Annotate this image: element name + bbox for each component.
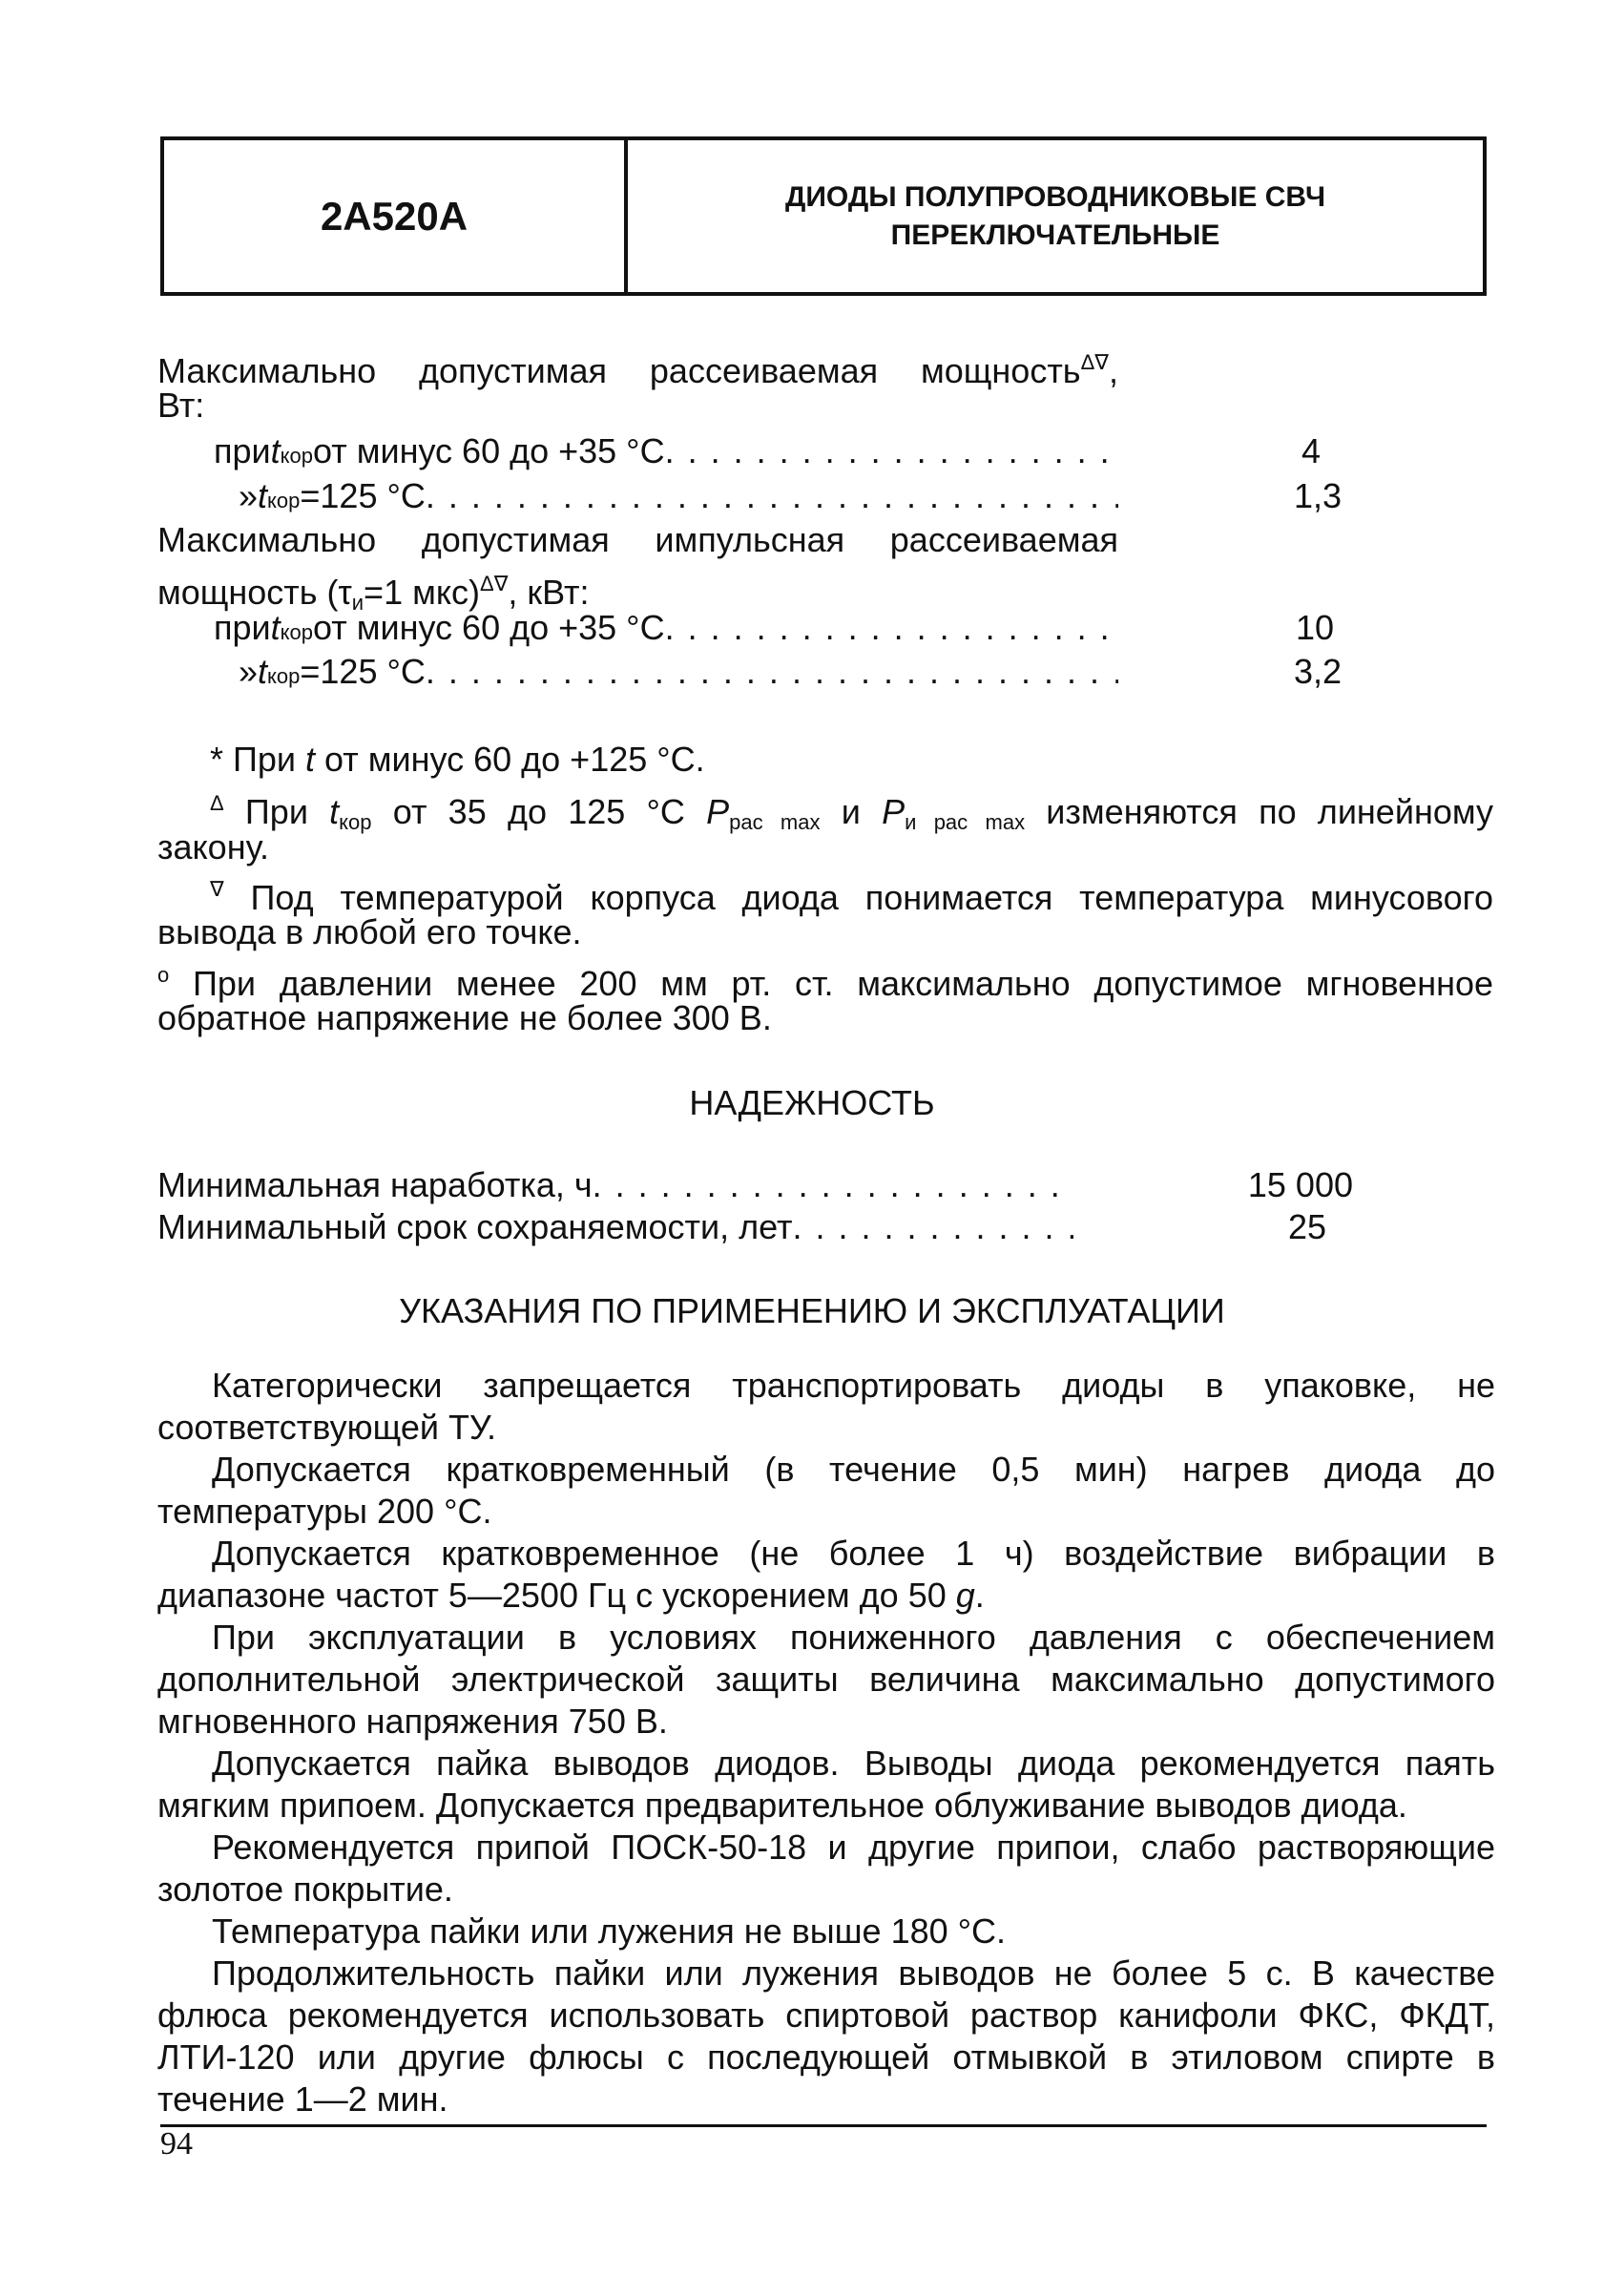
instr-p4-line2: дополнительной электрической защиты величина максимально допустимого xyxy=(157,1660,1495,1699)
instr-p6-line1: Рекомендуется припой ПОСК-50-18 и другие припои, слабо растворяющие xyxy=(212,1828,1495,1867)
power-title-1-text: Максимально допустимая рассеиваемая мощность xyxy=(157,351,1081,390)
page-number: 94 xyxy=(160,2126,193,2162)
power-row-1: при t кор от минус 60 до +35 °С . . . xyxy=(214,430,1118,477)
instr-p7-line1: Температура пайки или лужения не выше 180 °С. xyxy=(212,1911,1007,1951)
reliability-row-2-value: 25 xyxy=(1287,1207,1326,1246)
instr-p1-line1: Категорически запрещается транспортировать диоды в упаковке, не xyxy=(212,1366,1495,1405)
document-title xyxy=(628,140,1483,292)
power-row-3-value: 10 xyxy=(1295,608,1334,647)
footnote-1: * При t от минус 60 до +125 °С. xyxy=(210,740,705,779)
instr-p2-line2: температуры 200 °С. xyxy=(157,1492,492,1531)
footnote-4-line2: обратное напряжение не более 300 В. xyxy=(157,998,772,1037)
reliability-row-1-value: 15 000 xyxy=(1247,1165,1353,1204)
power-row-4-value: 3,2 xyxy=(1293,652,1342,691)
footnote-2-line1: $^\Delta$ При $t_{кор}$ от 35 до 125 °С $P_{рас max}$ и $P_{и рас max}$ изменяются по линейному xyxy=(210,791,1493,834)
dot-leader xyxy=(593,1164,1073,1206)
instr-p1-line2: соответствующей ТУ. xyxy=(157,1408,497,1447)
power-row-2-value: 1,3 xyxy=(1293,476,1342,515)
instr-p8-line4: течение 1—2 мин. xyxy=(157,2079,448,2119)
reliability-heading: НАДЕЖНОСТЬ xyxy=(689,1083,935,1122)
instr-p4-line3: мгновенного напряжения 750 В. xyxy=(157,1702,668,1741)
power-title-1-unit: Вт: xyxy=(157,386,205,425)
power-title-2-line2: мощность ($\tau_и=1$ мкс)$^{\Delta\nabla}$, кВт: xyxy=(157,572,590,615)
instr-p5-line2: мягким припоем. Допускается предварительное облуживание выводов диода. xyxy=(157,1786,1407,1825)
power-row-2: » t кор =125 °С . . . xyxy=(239,475,1118,522)
instr-p8-line3: ЛТИ-120 или другие флюсы с последующей отмывкой в этиловом спирте в xyxy=(157,2037,1495,2077)
footnote-4-line1: $^o$ При давлении менее 200 мм рт. ст. максимально допустимое мгновенное xyxy=(157,963,1493,1003)
footer-rule xyxy=(160,2124,1487,2127)
instr-p3-line1: Допускается кратковременное (не более 1 ч) воздействие вибрации в xyxy=(212,1534,1495,1573)
dot-leader xyxy=(426,651,1118,693)
instr-p3-line2: диапазоне частот 5—2500 Гц с ускорением до 50 g. xyxy=(157,1576,985,1615)
instr-p5-line1: Допускается пайка выводов диодов. Выводы диода рекомендуется паять xyxy=(212,1744,1495,1783)
footnote-3-line2: вывода в любой его точке. xyxy=(157,912,582,951)
dot-leader xyxy=(665,607,1118,649)
power-title-2-line1: Максимально допустимая импульсная рассеиваемая xyxy=(157,520,1118,559)
dot-leader xyxy=(665,430,1118,472)
instr-p8-line1: Продолжительность пайки или лужения выводов не более 5 с. В качестве xyxy=(212,1953,1495,1993)
dot-leader xyxy=(426,475,1118,517)
instr-p8-line2: флюса рекомендуется использовать спиртовой раствор канифоли ФКС, ФКДТ, xyxy=(157,1995,1495,2035)
instr-p6-line2: золотое покрытие. xyxy=(157,1870,453,1909)
instr-p4-line1: При эксплуатации в условиях пониженного давления с обеспечением xyxy=(212,1618,1495,1657)
reliability-row-2: Минимальный срок сохраняемости, лет . . . xyxy=(157,1206,1073,1248)
footnote-3-line1: ∇ Под температурой корпуса диода понимается температура минусового xyxy=(210,877,1493,917)
reliability-row-1: Минимальная наработка, ч . . . xyxy=(157,1164,1073,1206)
instr-p2-line1: Допускается кратковременный (в течение 0,5 мин) нагрев диода до xyxy=(212,1450,1495,1489)
instructions-heading: УКАЗАНИЯ ПО ПРИМЕНЕНИЮ И ЭКСПЛУАТАЦИИ xyxy=(399,1291,1225,1330)
header-box xyxy=(160,136,1487,296)
dot-leader xyxy=(792,1206,1073,1248)
footnote-2-line2: закону. xyxy=(157,827,269,867)
power-row-1-value: 4 xyxy=(1301,431,1321,470)
power-title-1-sup: Δ∇ xyxy=(1080,350,1109,374)
power-row-3: при t кор от минус 60 до +35 °С . . . xyxy=(214,607,1118,654)
power-title-1: Максимально допустимая рассеиваемая мощность$^{\Delta\nabla}$, xyxy=(157,350,1118,390)
document-title-line1: ДИОДЫ ПОЛУПРОВОДНИКОВЫЕ СВЧ xyxy=(784,180,1326,213)
part-code: 2А520А xyxy=(164,140,628,292)
document-title-line2: ПЕРЕКЛЮЧАТЕЛЬНЫЕ xyxy=(890,219,1220,251)
power-row-4: » t кор =125 °С . . . xyxy=(239,651,1118,698)
